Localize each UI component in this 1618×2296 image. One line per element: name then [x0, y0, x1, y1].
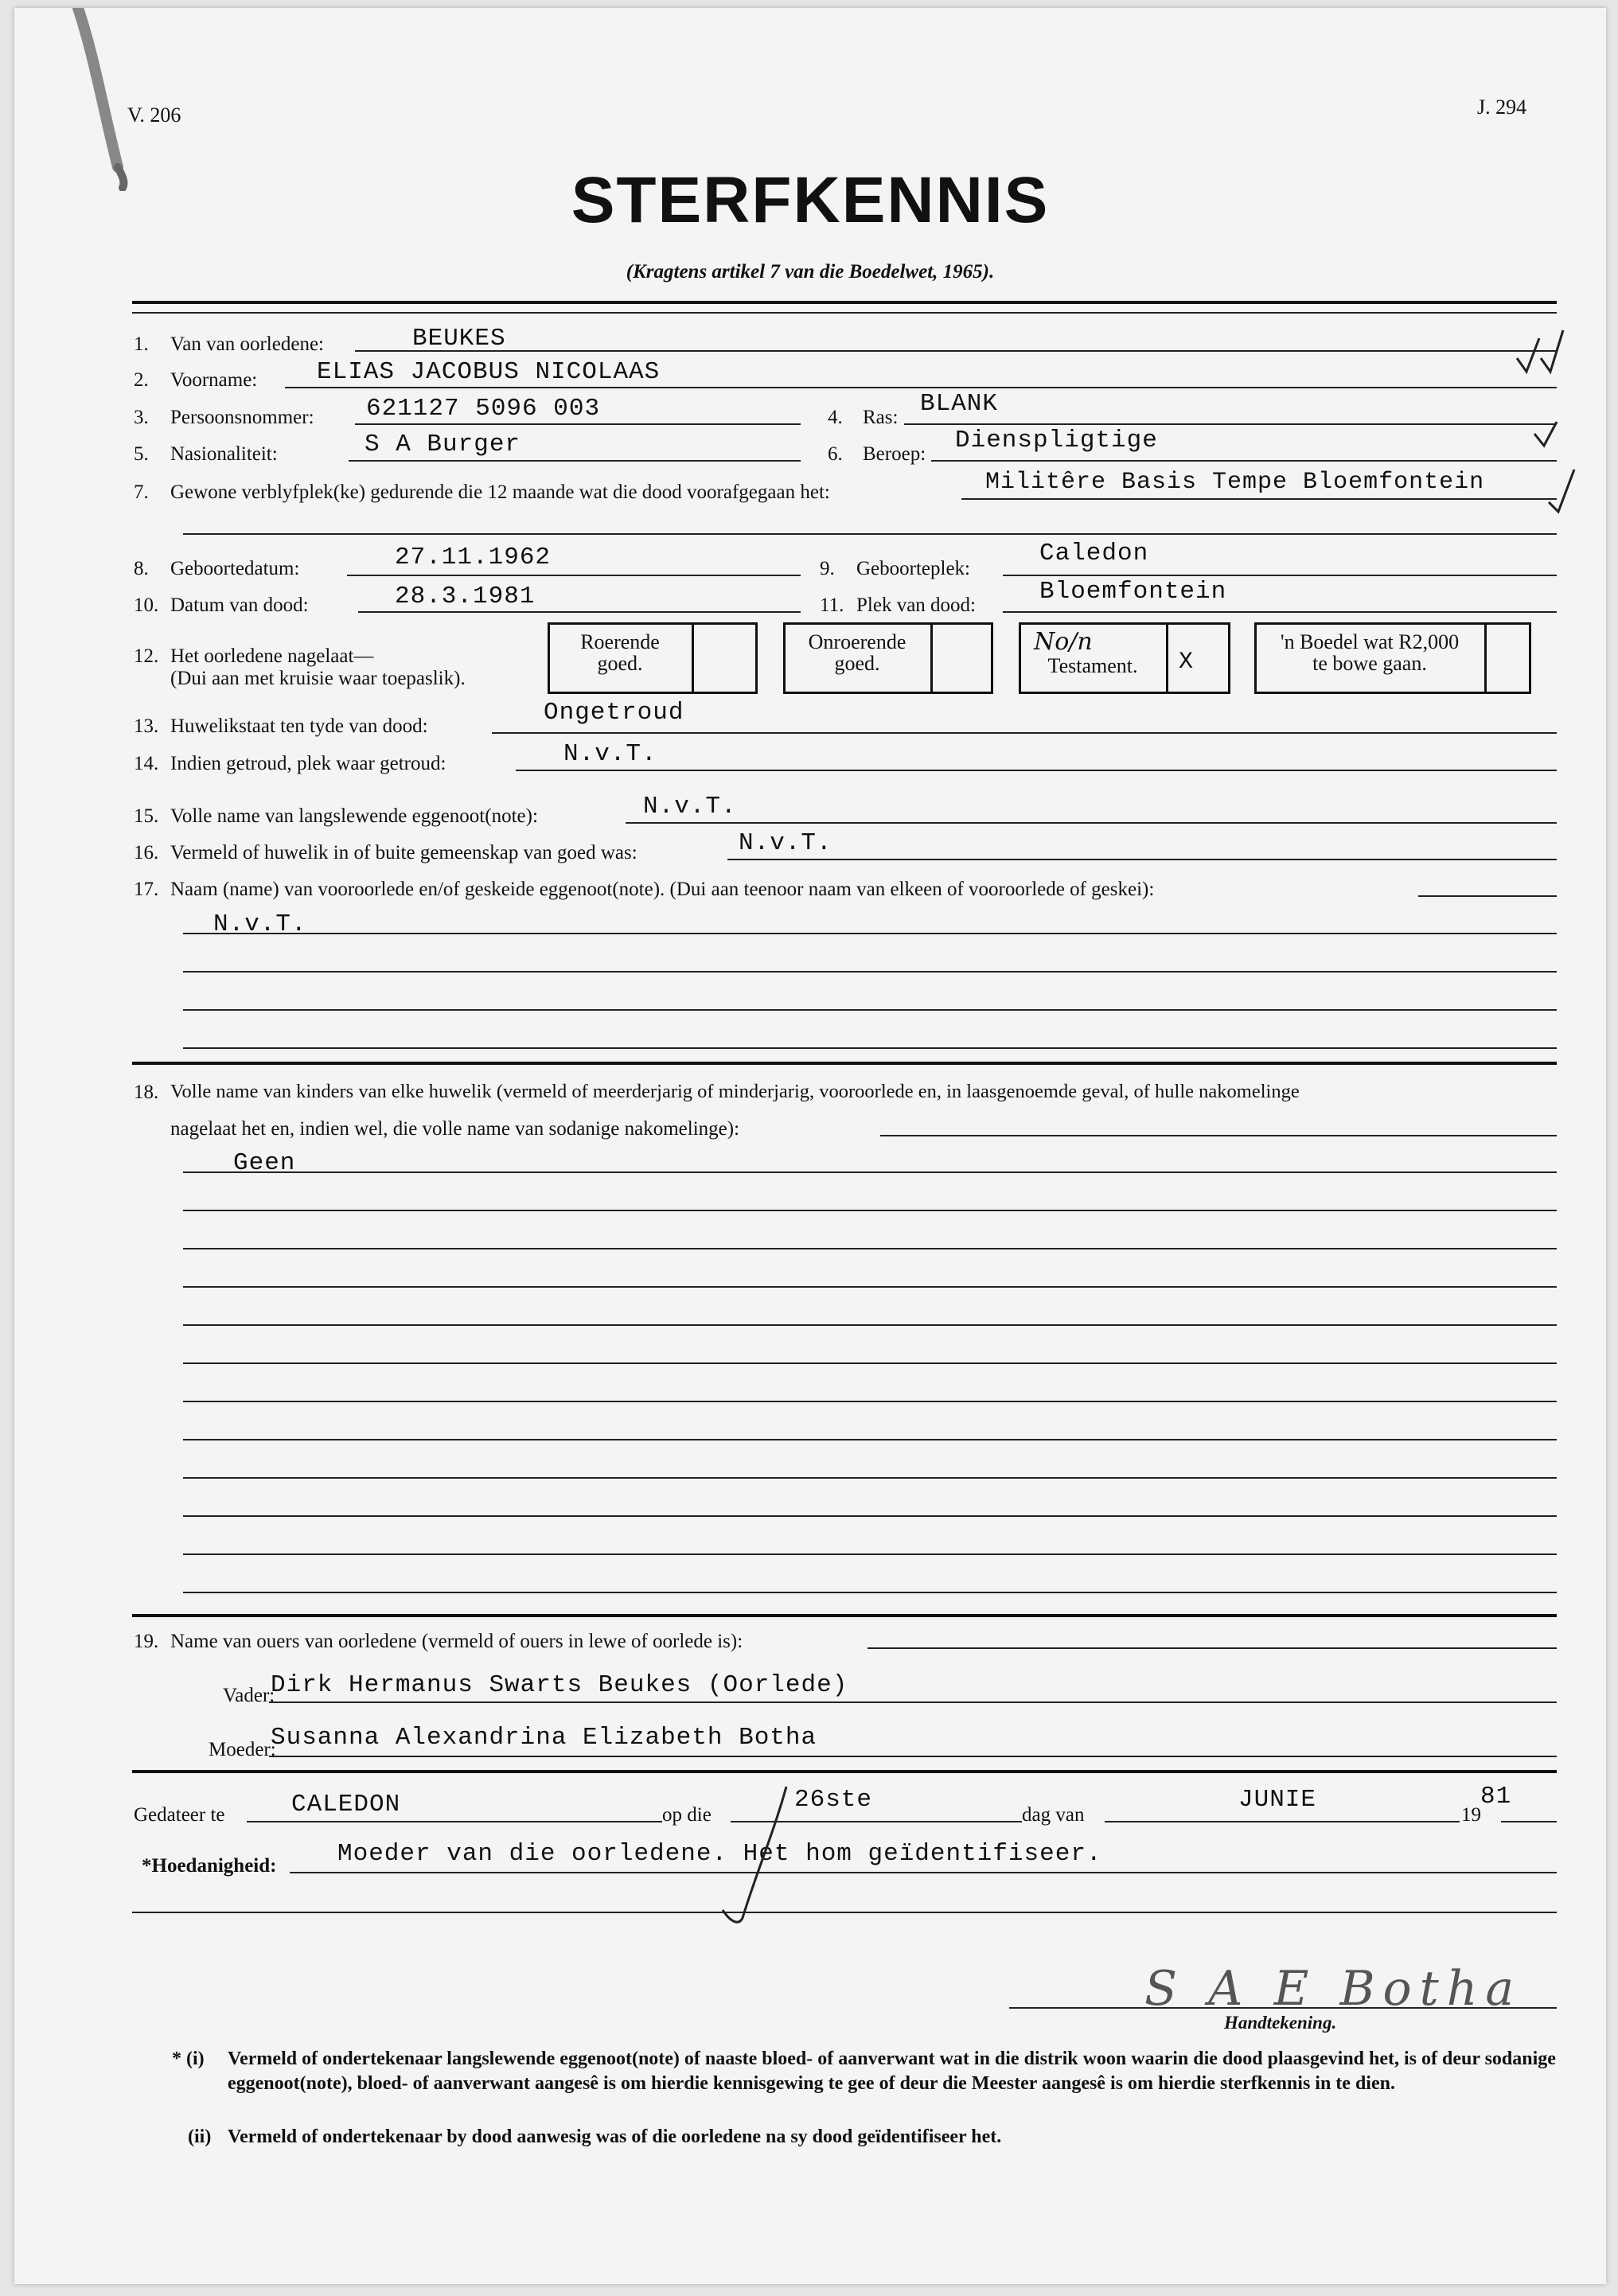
box-text: Roerende	[580, 630, 660, 653]
field-line	[269, 1756, 1557, 1757]
field-line	[183, 1210, 1557, 1211]
field-num-14: 14.	[134, 753, 159, 774]
field-label-surviving-spouse: Volle name van langslewende eggenoot(note):	[170, 805, 538, 827]
signature: S A E Botha	[1144, 1961, 1522, 2017]
field-line	[183, 1171, 1557, 1173]
field-line	[183, 1047, 1557, 1049]
field-line	[355, 350, 1557, 352]
footnote-2: Vermeld of ondertekenaar by dood aanwesig was of die oorledene na sy dood geïdentifiseer het.	[228, 2126, 1002, 2147]
field-line	[183, 1553, 1557, 1555]
field-num-8: 8.	[134, 558, 149, 579]
field-line	[1418, 895, 1557, 897]
estate-label-hint: (Dui aan met kruisie waar toepaslik).	[170, 668, 466, 689]
field-line	[183, 971, 1557, 973]
dated-year-prefix: 19	[1461, 1804, 1481, 1826]
field-value-birth-place: Caledon	[1039, 540, 1149, 567]
field-line	[349, 460, 801, 462]
section-rule	[132, 1062, 1557, 1065]
field-line	[355, 423, 801, 425]
field-label-children-2: nagelaat het en, indien wel, die volle name van sodanige nakomelinge):	[170, 1118, 740, 1140]
field-label-surname: Van van oorledene:	[170, 333, 324, 355]
field-num-2: 2.	[134, 369, 149, 391]
field-label-death-place: Plek van dood:	[856, 594, 976, 616]
field-value-nationality: S A Burger	[365, 431, 521, 458]
field-line	[1501, 1821, 1557, 1822]
dated-on-label: op die	[662, 1804, 712, 1826]
field-label-previous-spouses: Naam (name) van vooroorlede en/of geskeide eggenoot(note). (Dui aan teenoor naam van elkeen of vooroorlede of geskei):	[170, 879, 1155, 900]
field-num-7: 7.	[134, 481, 149, 503]
field-line	[132, 1912, 1557, 1913]
field-line	[867, 1647, 1557, 1649]
field-num-12: 12.	[134, 645, 159, 667]
field-line	[247, 1821, 662, 1822]
field-num-5: 5.	[134, 443, 149, 465]
field-num-11: 11.	[820, 594, 844, 616]
field-line	[183, 1286, 1557, 1288]
dated-month: JUNIE	[1238, 1786, 1317, 1814]
will-handwritten-note: No/n	[1034, 628, 1093, 656]
field-line	[904, 423, 1557, 425]
field-label-id-number: Persoonsnommer:	[170, 407, 314, 428]
field-value-residence: Militêre Basis Tempe Bloemfontein	[985, 469, 1485, 496]
field-label-community-of-property: Vermeld of huwelik in of buite gemeenskap van goed was:	[170, 842, 637, 863]
field-line	[727, 859, 1557, 860]
field-value-surviving-spouse: N.v.T.	[643, 793, 737, 821]
field-line	[1105, 1821, 1460, 1822]
section-rule	[132, 1614, 1557, 1617]
field-num-19: 19.	[134, 1631, 159, 1652]
field-value-marital-status: Ongetroud	[544, 699, 684, 727]
field-num-9: 9.	[820, 558, 835, 579]
pen-stroke	[699, 1783, 818, 1934]
capacity-value: Moeder van die oorledene. Het hom geïdentifiseer.	[337, 1840, 1102, 1868]
box-text: goed.	[834, 652, 880, 676]
field-line	[290, 1872, 1557, 1873]
field-value-children: Geen	[233, 1149, 296, 1177]
field-line	[183, 1477, 1557, 1479]
field-line	[183, 1592, 1557, 1593]
capacity-label: *Hoedanigheid:	[142, 1855, 277, 1877]
field-label-residence: Gewone verblyfplek(ke) gedurende die 12 maande wat die dood voorafgegaan het:	[170, 481, 830, 503]
field-line	[516, 770, 1557, 771]
field-line	[931, 460, 1557, 462]
field-line	[358, 611, 801, 613]
estate-label: Het oorledene nagelaat—	[170, 645, 374, 667]
field-label-nationality: Nasionaliteit:	[170, 443, 278, 465]
field-label-race: Ras:	[863, 407, 899, 428]
field-line	[626, 822, 1557, 824]
checkbox-movable-property[interactable]	[548, 622, 758, 694]
section-rule	[132, 1770, 1557, 1773]
field-line	[285, 387, 1557, 388]
field-line	[183, 1362, 1557, 1364]
box-text: 'n Boedel wat R2,000	[1280, 630, 1460, 653]
checkbox-will[interactable]	[1019, 622, 1230, 694]
will-mark-x: X	[1179, 649, 1195, 676]
checkbox-estate-over-r2000[interactable]	[1254, 622, 1531, 694]
check-marks	[1511, 314, 1598, 529]
field-line	[183, 533, 1557, 535]
box-text: Onroerende	[808, 630, 906, 653]
field-num-13: 13.	[134, 715, 159, 737]
field-line	[492, 732, 1557, 734]
field-value-community-of-property: N.v.T.	[739, 829, 832, 857]
field-num-10: 10.	[134, 594, 159, 616]
footnote-marker-2: (ii)	[188, 2126, 212, 2147]
field-line	[183, 1324, 1557, 1326]
field-line	[269, 1702, 1557, 1703]
field-line	[1003, 575, 1557, 576]
field-value-death-place: Bloemfontein	[1039, 578, 1227, 606]
field-label-parents: Name van ouers van oorledene (vermeld of ouers in lewe of oorlede is):	[170, 1631, 743, 1652]
mother-value: Susanna Alexandrina Elizabeth Botha	[271, 1724, 817, 1752]
dated-year-suffix: 81	[1480, 1783, 1512, 1811]
field-line	[183, 933, 1557, 934]
field-label-marital-status: Huwelikstaat ten tyde van dood:	[170, 715, 428, 737]
dated-at-label: Gedateer te	[134, 1804, 225, 1826]
document-page	[14, 8, 1606, 2284]
field-label-occupation: Beroep:	[863, 443, 926, 465]
signature-line	[1009, 2007, 1557, 2009]
top-rule	[132, 301, 1557, 304]
box-text: goed.	[597, 652, 643, 676]
field-line	[183, 1515, 1557, 1517]
field-line	[880, 1135, 1557, 1136]
form-code-left: V. 206	[127, 103, 181, 127]
dated-day: 26ste	[794, 1786, 873, 1814]
field-num-15: 15.	[134, 805, 159, 827]
field-num-4: 4.	[828, 407, 843, 428]
field-line	[183, 1248, 1557, 1249]
footnote-1: Vermeld of ondertekenaar langslewende eggenoot(note) of naaste bloed- of aanverwant wat in die distrik woon waarin die dood plaasgevind het, is of deur sodanige eggenoot(note), bloed- of aanverwant aangesê is om hierdie kennisgewing te gee of deur die Meester aangesê is om hierdie sterfkennis in te dien.	[228, 2048, 1556, 2095]
field-label-birth-place: Geboorteplek:	[856, 558, 971, 579]
field-value-death-date: 28.3.1981	[395, 583, 536, 610]
box-text: Testament.	[1047, 654, 1138, 677]
field-label-first-names: Voorname:	[170, 369, 258, 391]
field-value-id-number: 621127 5096 003	[366, 395, 601, 423]
signature-label: Handtekening.	[1224, 2013, 1337, 2033]
box-text: te bowe gaan.	[1312, 652, 1427, 676]
field-num-1: 1.	[134, 333, 149, 355]
field-value-previous-spouses: N.v.T.	[213, 910, 307, 938]
field-line	[183, 1401, 1557, 1402]
field-label-birth-date: Geboortedatum:	[170, 558, 300, 579]
field-num-6: 6.	[828, 443, 843, 465]
field-line	[183, 1009, 1557, 1011]
field-label-marriage-place: Indien getroud, plek waar getroud:	[170, 753, 446, 774]
field-num-3: 3.	[134, 407, 149, 428]
field-value-surname: BEUKES	[412, 325, 506, 353]
checkbox-immovable-property[interactable]	[783, 622, 993, 694]
field-num-18: 18.	[134, 1082, 159, 1103]
field-num-16: 16.	[134, 842, 159, 863]
father-value: Dirk Hermanus Swarts Beukes (Oorlede)	[271, 1671, 848, 1699]
field-value-first-names: ELIAS JACOBUS NICOLAAS	[317, 358, 661, 386]
father-label: Vader:	[223, 1685, 275, 1706]
field-label-death-date: Datum van dood:	[170, 594, 309, 616]
field-line	[183, 1439, 1557, 1440]
field-value-occupation: Dienspligtige	[955, 427, 1158, 454]
page-title: STERFKENNIS	[571, 164, 1050, 236]
footnote-marker-1: * (i)	[172, 2048, 205, 2069]
form-code-right: J. 294	[1477, 96, 1527, 119]
field-value-birth-date: 27.11.1962	[395, 544, 552, 571]
mother-label: Moeder:	[209, 1739, 276, 1760]
field-value-marriage-place: N.v.T.	[563, 740, 657, 768]
field-line	[1003, 611, 1557, 613]
field-num-17: 17.	[134, 879, 159, 900]
field-value-race: BLANK	[920, 390, 999, 418]
dated-place: CALEDON	[291, 1791, 401, 1818]
dated-day-label: dag van	[1022, 1804, 1085, 1826]
top-rule-thin	[132, 312, 1557, 314]
field-line	[347, 575, 801, 576]
field-line	[961, 498, 1557, 500]
page-subtitle: (Kragtens artikel 7 van die Boedelwet, 1965).	[626, 261, 995, 283]
field-label-children: Volle name van kinders van elke huwelik (vermeld of meerderjarig of minderjarig, vooroorlede en, in laasgenoemde geval, of hulle nakomelinge	[170, 1081, 1300, 1102]
